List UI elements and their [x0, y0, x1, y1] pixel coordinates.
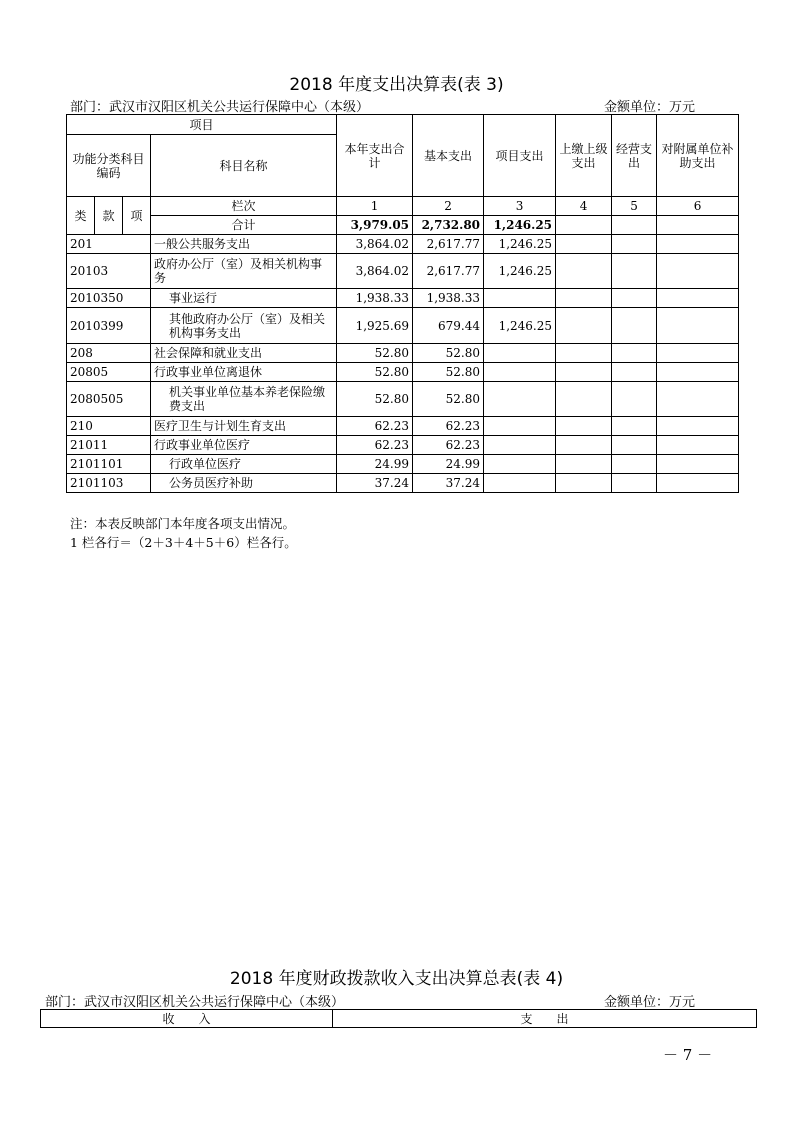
row-name: 行政事业单位医疗 [151, 436, 337, 455]
row-total: 52.80 [337, 344, 413, 363]
row-code: 20103 [67, 254, 151, 289]
table3-note: 注：本表反映部门本年度各项支出情况。 [70, 516, 296, 531]
row-project [484, 474, 556, 493]
col-num-4: 4 [556, 197, 612, 216]
header-func-code: 功能分类科目编码 [67, 135, 151, 197]
row-project [484, 363, 556, 382]
table3-department: 部门：武汉市汉阳区机关公共运行保障中心（本级） [70, 100, 370, 115]
col-num-2: 2 [413, 197, 484, 216]
total-label: 合计 [151, 216, 337, 235]
row-total: 52.80 [337, 363, 413, 382]
row-name: 行政单位医疗 [151, 455, 337, 474]
row-basic: 52.80 [413, 344, 484, 363]
row-project [484, 344, 556, 363]
header-xiang: 项 [123, 197, 151, 235]
table-row [67, 344, 739, 363]
row-project: 1,246.25 [484, 308, 556, 344]
table-row [67, 382, 739, 417]
row-total: 37.24 [337, 474, 413, 493]
row-total: 1,925.69 [337, 308, 413, 344]
table3-formula-note: 1 栏各行＝（2＋3＋4＋5＋6）栏各行。 [70, 535, 297, 550]
row-code: 201 [67, 235, 151, 254]
col-num-6: 6 [657, 197, 739, 216]
table-row [67, 417, 739, 436]
row-name: 行政事业单位离退休 [151, 363, 337, 382]
table-row [67, 436, 739, 455]
row-name: 公务员医疗补助 [151, 474, 337, 493]
row-code: 2101103 [67, 474, 151, 493]
header-basic: 基本支出 [413, 115, 484, 197]
row-total: 1,938.33 [337, 289, 413, 308]
row-name: 政府办公厅（室）及相关机构事务 [151, 254, 337, 289]
row-total: 3,864.02 [337, 235, 413, 254]
table4-department: 部门：武汉市汉阳区机关公共运行保障中心（本级） [45, 995, 345, 1010]
total-row [67, 216, 739, 235]
table-row [67, 235, 739, 254]
header-project: 项目 [67, 115, 337, 135]
page-number: － 7 － [663, 1046, 713, 1064]
row-code: 2010350 [67, 289, 151, 308]
row-code: 2101101 [67, 455, 151, 474]
row-total: 3,864.02 [337, 254, 413, 289]
row-name: 机关事业单位基本养老保险缴费支出 [151, 382, 337, 417]
row-code: 210 [67, 417, 151, 436]
row-project [484, 382, 556, 417]
row-name: 其他政府办公厅（室）及相关机构事务支出 [151, 308, 337, 344]
row-basic: 2,617.77 [413, 254, 484, 289]
total-basic: 2,732.80 [413, 216, 484, 235]
row-project [484, 455, 556, 474]
row-project: 1,246.25 [484, 235, 556, 254]
row-name: 事业运行 [151, 289, 337, 308]
header-kuan: 款 [95, 197, 123, 235]
row-basic: 52.80 [413, 363, 484, 382]
row-total: 62.23 [337, 436, 413, 455]
row-total: 52.80 [337, 382, 413, 417]
header-lei: 类 [67, 197, 95, 235]
table4-unit: 金额单位：万元 [604, 995, 696, 1010]
table3-title: 2018 年度支出决算表(表 3) [289, 75, 504, 95]
table3-unit: 金额单位：万元 [604, 100, 696, 115]
row-basic: 24.99 [413, 455, 484, 474]
col-num-5: 5 [612, 197, 657, 216]
row-project [484, 436, 556, 455]
table-row [67, 363, 739, 382]
col-num-1: 1 [337, 197, 413, 216]
header-lanci: 栏次 [151, 197, 337, 216]
table-row [67, 308, 739, 344]
header-subsidy: 对附属单位补助支出 [657, 115, 739, 197]
row-code: 2010399 [67, 308, 151, 344]
table-row [67, 254, 739, 289]
row-basic: 1,938.33 [413, 289, 484, 308]
row-name: 一般公共服务支出 [151, 235, 337, 254]
table-row [67, 289, 739, 308]
row-basic: 62.23 [413, 436, 484, 455]
header-business: 经营支出 [612, 115, 657, 197]
table4-header-row [41, 1010, 757, 1028]
row-basic: 679.44 [413, 308, 484, 344]
total-total: 3,979.05 [337, 216, 413, 235]
row-project [484, 417, 556, 436]
header-upper: 上缴上级支出 [556, 115, 612, 197]
header-row-1 [67, 115, 739, 135]
row-name: 医疗卫生与计划生育支出 [151, 417, 337, 436]
row-project: 1,246.25 [484, 254, 556, 289]
header-row-3 [67, 197, 739, 216]
row-code: 208 [67, 344, 151, 363]
row-basic: 62.23 [413, 417, 484, 436]
row-project [484, 289, 556, 308]
row-basic: 37.24 [413, 474, 484, 493]
row-code: 2080505 [67, 382, 151, 417]
row-code: 20805 [67, 363, 151, 382]
header-project-expense: 项目支出 [484, 115, 556, 197]
total-project: 1,246.25 [484, 216, 556, 235]
row-total: 62.23 [337, 417, 413, 436]
row-basic: 2,617.77 [413, 235, 484, 254]
expenditure-table [66, 114, 739, 493]
header-subject-name: 科目名称 [151, 135, 337, 197]
table-row [67, 455, 739, 474]
income-header: 收 入 [41, 1010, 333, 1028]
row-name: 社会保障和就业支出 [151, 344, 337, 363]
row-code: 21011 [67, 436, 151, 455]
row-basic: 52.80 [413, 382, 484, 417]
expense-header: 支 出 [333, 1010, 757, 1028]
col-num-3: 3 [484, 197, 556, 216]
header-total: 本年支出合计 [337, 115, 413, 197]
table-row [67, 474, 739, 493]
table4-title: 2018 年度财政拨款收入支出决算总表(表 4) [229, 969, 564, 989]
row-total: 24.99 [337, 455, 413, 474]
fiscal-summary-table [40, 1009, 757, 1028]
